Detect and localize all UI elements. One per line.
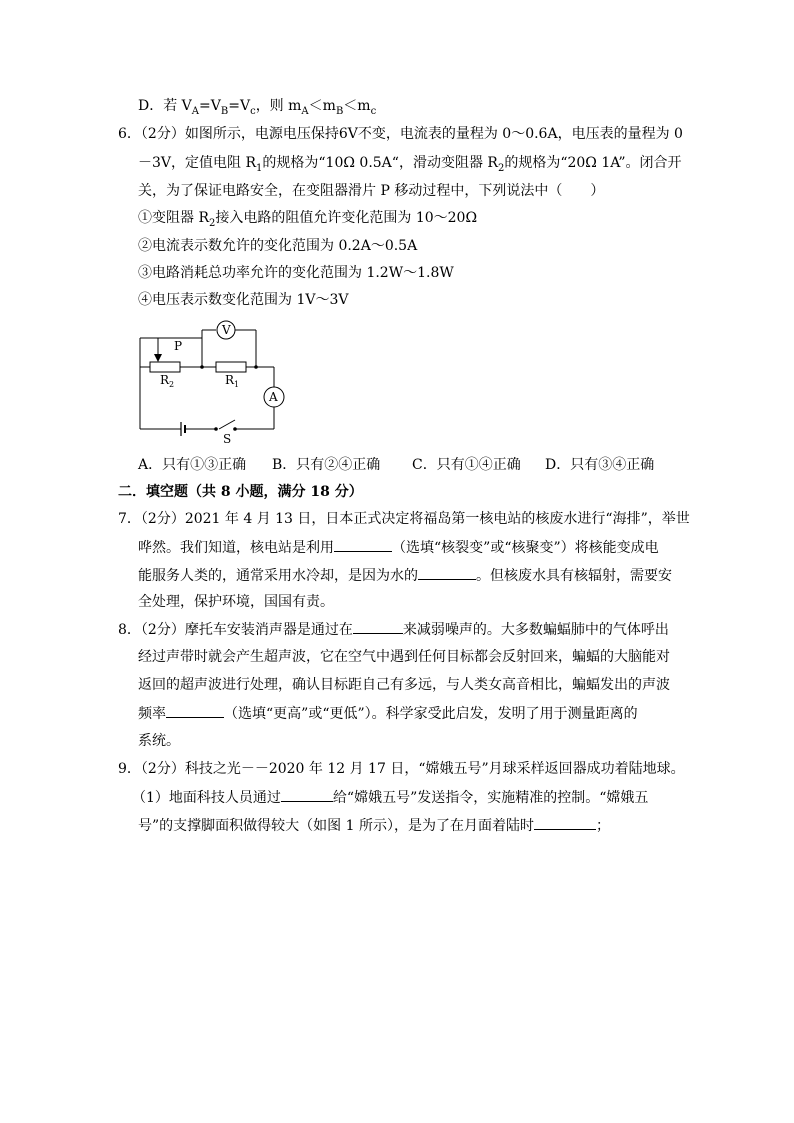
q6-statement-3: ③电路消耗总功率允许的变化范围为 1.2W～1.8W	[138, 265, 454, 281]
q8-text: 8．（2分）摩托车安装消声器是通过在	[118, 622, 353, 638]
q6-number: 6．	[118, 126, 141, 142]
q8-text: （选填“更高”或“更低”）。科学家受此启发，发明了用于测量距离的	[224, 706, 638, 722]
q6-statement-4: ④电压表示数变化范围为 1V～3V	[138, 292, 349, 308]
switch-contact	[214, 427, 218, 431]
sub-b: B	[335, 105, 344, 117]
answer-blank[interactable]	[534, 815, 596, 830]
q6-line1	[118, 124, 683, 144]
q6-text: （2分）如图所示，电源电压保持6V不变，电流表的量程为 0～0.6A，电压表的量程为 0	[140, 126, 683, 142]
q7-text: 能服务人类的，通常采用水冷却，是因为水的	[138, 568, 418, 584]
sub-c: c	[250, 105, 256, 117]
q9-text: ；	[595, 818, 610, 834]
switch-contact	[233, 427, 237, 431]
switch-label: S	[223, 432, 232, 446]
r1-sub: 1	[234, 380, 240, 389]
q6-text: 的规格为“20Ω 1A”。闭合开	[504, 155, 682, 171]
q8-text: 频率	[138, 706, 166, 722]
sub-a: A	[191, 105, 200, 117]
sub-b: B	[220, 105, 229, 117]
sub-2: 2	[497, 162, 505, 174]
q9-text: 给“嫦娥五号”发送指令，实施精准的控制。“嫦娥五	[332, 790, 649, 806]
lt-m: ＜m	[343, 98, 371, 114]
q7-line4: 全处理，保护环境，国国有责。	[138, 594, 334, 610]
q6-line2	[138, 153, 681, 173]
ammeter-label: A	[269, 390, 278, 404]
q5-d-text: D．若 V	[138, 98, 192, 114]
q6-statement-1	[138, 208, 477, 228]
r1-label: R	[225, 373, 235, 387]
answer-blank[interactable]	[353, 619, 403, 634]
q8-line2: 经过声带时就会产生超声波，它在空气中遇到任何目标都会反射回来，蝙蝠的大脑能对	[138, 649, 670, 665]
q7-line2	[138, 537, 659, 558]
sub-c: c	[370, 105, 377, 117]
r2-sub: 2	[169, 380, 175, 389]
sub-a: A	[301, 105, 309, 117]
q6-line3	[138, 181, 604, 201]
slider-label: P	[174, 339, 183, 353]
answer-blank[interactable]	[334, 537, 392, 552]
q6-option-d: D．只有③④正确	[545, 457, 655, 473]
q7-text: 哗然。我们知道，核电站是利用	[138, 540, 334, 556]
q6-text: 的规格为“10Ω 0.5A“，滑动变阻器 R	[262, 155, 498, 171]
q8-line3: 返回的超声波进行处理，确认目标距自己有多远，与人类女高音相比，蝙蝠发出的声波	[138, 677, 670, 693]
q8-line1	[118, 619, 669, 640]
lt-m: ＜m	[308, 98, 336, 114]
q5-option-d	[138, 96, 376, 116]
q9-line2	[132, 787, 648, 808]
q8-text: 来减弱噪声的。大多数蝙蝠肺中的气体呼出	[402, 622, 669, 638]
slider-arrowhead	[154, 354, 162, 362]
q7-line1: 7．（2分）2021 年 4 月 13 日，日本正式决定将福岛第一核电站的核废水进行“海排”，举世	[118, 511, 690, 527]
junction-dot	[200, 365, 204, 369]
eq: =V	[228, 98, 251, 114]
q7-text: 。但核废水具有核辐射，需要安	[476, 568, 672, 584]
q9-text: 号”的支撑脚面积做得较大（如图 1 所示），是为了在月面着陆时	[138, 818, 534, 834]
q6-text: 关，为了保证电路安全，在变阻器滑片 P 移动过程中，下列说法中（ ）	[138, 183, 605, 199]
circuit-diagram	[138, 318, 288, 446]
r2-resistor	[150, 362, 180, 372]
answer-blank[interactable]	[281, 787, 333, 802]
voltmeter-label: V	[222, 323, 231, 337]
q9-line1: 9．（2分）科技之光－－2020 年 12 月 17 日，“嫦娥五号”月球采样返回器成功着陆地球。	[118, 761, 685, 777]
answer-blank[interactable]	[418, 565, 476, 580]
q6-text: －3V，定值电阻 R	[138, 155, 257, 171]
q9-line3	[138, 815, 610, 836]
q6-statement-2: ②电流表示数允许的变化范围为 0.2A～0.5A	[138, 238, 418, 254]
q7-line3	[138, 565, 672, 586]
q6-option-c: C．只有①④正确	[412, 457, 521, 473]
sub-1: 1	[256, 162, 263, 174]
eq: =V	[199, 98, 221, 114]
q7-text: （选填“核裂变”或“核聚变”）将核能变成电	[392, 540, 659, 556]
answer-blank[interactable]	[166, 703, 224, 718]
statement-text: ①变阻器 R	[138, 210, 209, 226]
junction-dot	[254, 365, 258, 369]
r1-resistor	[216, 362, 246, 372]
statement-text: 接入电路的阻值允许变化范围为 10～20Ω	[215, 210, 478, 226]
q6-option-b: B．只有②④正确	[272, 457, 381, 473]
sub-2: 2	[209, 217, 216, 229]
r2-label: R	[160, 373, 170, 387]
then-m: ，则 m	[255, 98, 302, 114]
switch-blade	[219, 420, 235, 429]
section-heading: 二．填空题（共 8 小题，满分 18 分）	[118, 484, 363, 500]
q8-line4	[138, 703, 638, 724]
q6-option-a: A．只有①③正确	[138, 457, 247, 473]
q8-line5: 系统。	[138, 733, 180, 749]
q9-text: （1）地面科技人员通过	[132, 790, 281, 806]
